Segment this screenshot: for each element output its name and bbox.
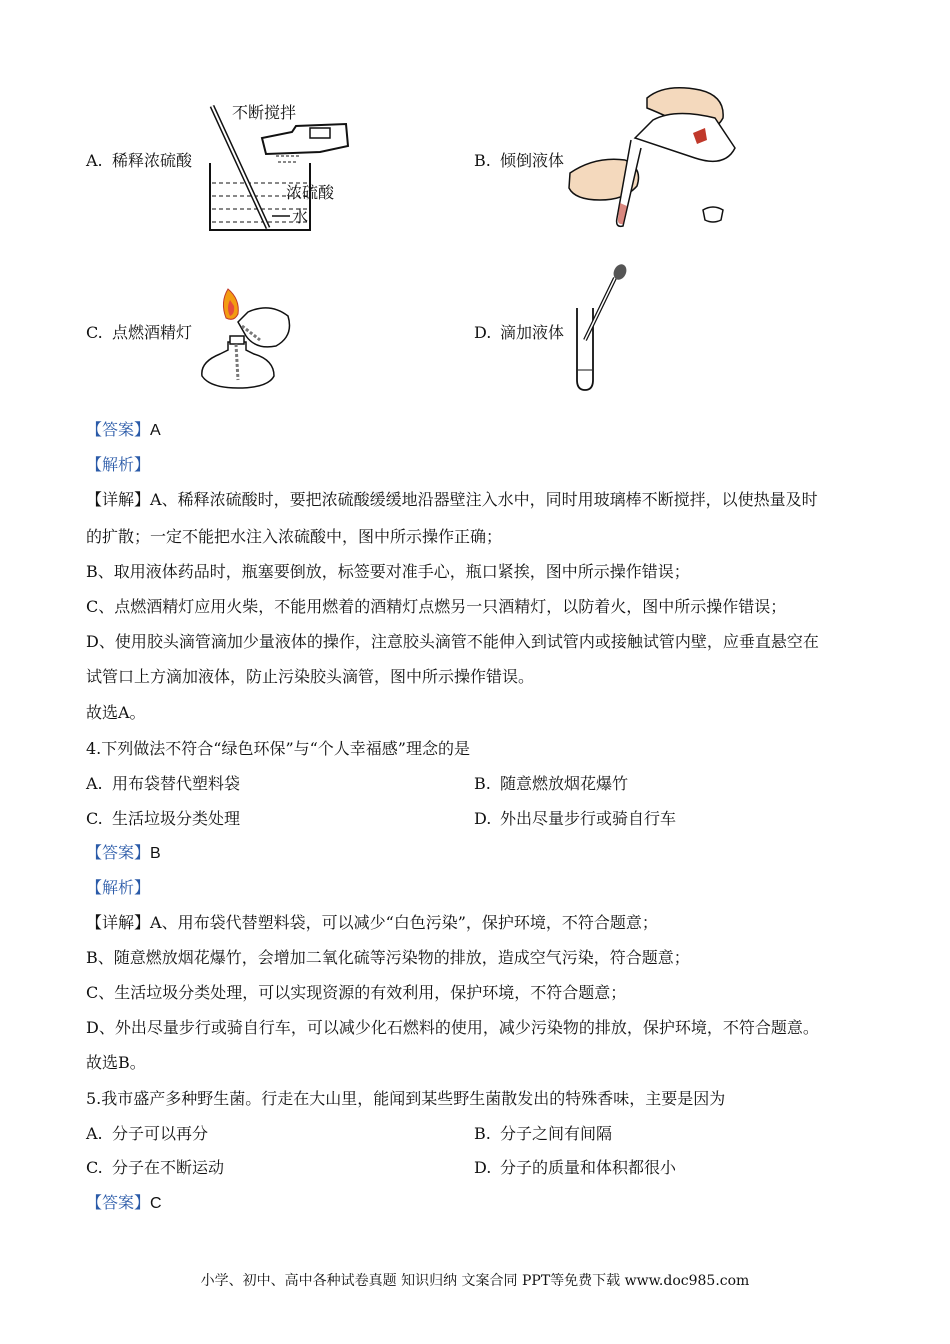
option-a: A. 稀释浓硫酸	[86, 151, 193, 170]
q4-conclusion: 故选B。	[86, 1053, 146, 1072]
q4-answer: 【答案】B	[86, 843, 161, 862]
q4-option-d: D. 外出尽量步行或骑自行车	[474, 809, 677, 828]
q3-detail-line-5: D、使用胶头滴管滴加少量液体的操作，注意胶头滴管不能伸入到试管内或接触试管内壁，应垂直悬空在	[86, 632, 819, 651]
q4-option-a: A. 用布袋替代塑料袋	[86, 774, 241, 793]
q5-option-d: D. 分子的质量和体积都很小	[474, 1158, 677, 1177]
q3-detail-line-2: 的扩散；一定不能把水注入浓硫酸中，图中所示操作正确；	[86, 527, 503, 546]
option-d: D. 滴加液体	[474, 323, 565, 342]
q3-detail-line-4: C、点燃酒精灯应用火柴，不能用燃着的酒精灯点燃另一只酒精灯，以防着火，图中所示操作错误；	[86, 597, 787, 616]
q5-answer: 【答案】C	[86, 1193, 162, 1212]
q3-detail-line-1: 【详解】A、稀释浓硫酸时，要把浓硫酸缓缓地沿器壁注入水中，同时用玻璃棒不断搅拌，以使热量及时	[86, 490, 818, 509]
dilute-acid-figure	[200, 98, 350, 236]
q4-option-b: B. 随意燃放烟花爆竹	[474, 774, 629, 793]
q3-detail-line-3: B、取用液体药品时，瓶塞要倒放，标签要对准手心，瓶口紧挨，图中所示操作错误；	[86, 562, 690, 581]
pouring-liquid-figure	[565, 78, 745, 228]
q5-option-c: C. 分子在不断运动	[86, 1158, 225, 1177]
q4-option-c: C. 生活垃圾分类处理	[86, 809, 241, 828]
q3-conclusion: 故选A。	[86, 703, 146, 722]
option-b: B. 倾倒液体	[474, 151, 565, 170]
page-footer: 小学、初中、高中各种试卷真题 知识归纳 文案合同 PPT等免费下载 www.doc985.com	[200, 1273, 750, 1289]
option-c: C. 点燃酒精灯	[86, 323, 193, 342]
q4-stem: 4.下列做法不符合“绿色环保”与“个人幸福感”理念的是	[86, 739, 470, 758]
water-label: 水	[292, 209, 309, 226]
q4-detail-line-2: B、随意燃放烟花爆竹，会增加二氧化硫等污染物的排放，造成空气污染，符合题意；	[86, 948, 690, 967]
q3-detail-line-6: 试管口上方滴加液体，防止污染胶头滴管，图中所示操作错误。	[86, 667, 535, 686]
q5-option-b: B. 分子之间有间隔	[474, 1124, 613, 1143]
q5-option-a: A. 分子可以再分	[86, 1124, 209, 1143]
q4-detail-line-3: C、生活垃圾分类处理，可以实现资源的有效利用，保护环境，不符合题意；	[86, 983, 627, 1002]
q4-detail-line-1: 【详解】A、用布袋代替塑料袋，可以减少“白色污染”，保护环境，不符合题意；	[86, 913, 658, 932]
dropper-figure	[565, 262, 635, 392]
stir-label: 不断搅拌	[232, 105, 297, 122]
q5-stem: 5.我市盛产多种野生菌。行走在大山里，能闻到某些野生菌散发出的特殊香味，主要是因为	[86, 1089, 726, 1108]
q4-detail-line-4: D、外出尽量步行或骑自行车，可以减少化石燃料的使用，减少污染物的排放，保护环境，不符合题意。	[86, 1018, 819, 1037]
alcohol-lamp-figure	[190, 284, 300, 394]
q3-analysis-tag: 【解析】	[86, 455, 151, 474]
acid-label: 浓硫酸	[286, 185, 335, 202]
q3-answer: 【答案】A	[86, 420, 161, 439]
q4-analysis-tag: 【解析】	[86, 878, 151, 897]
